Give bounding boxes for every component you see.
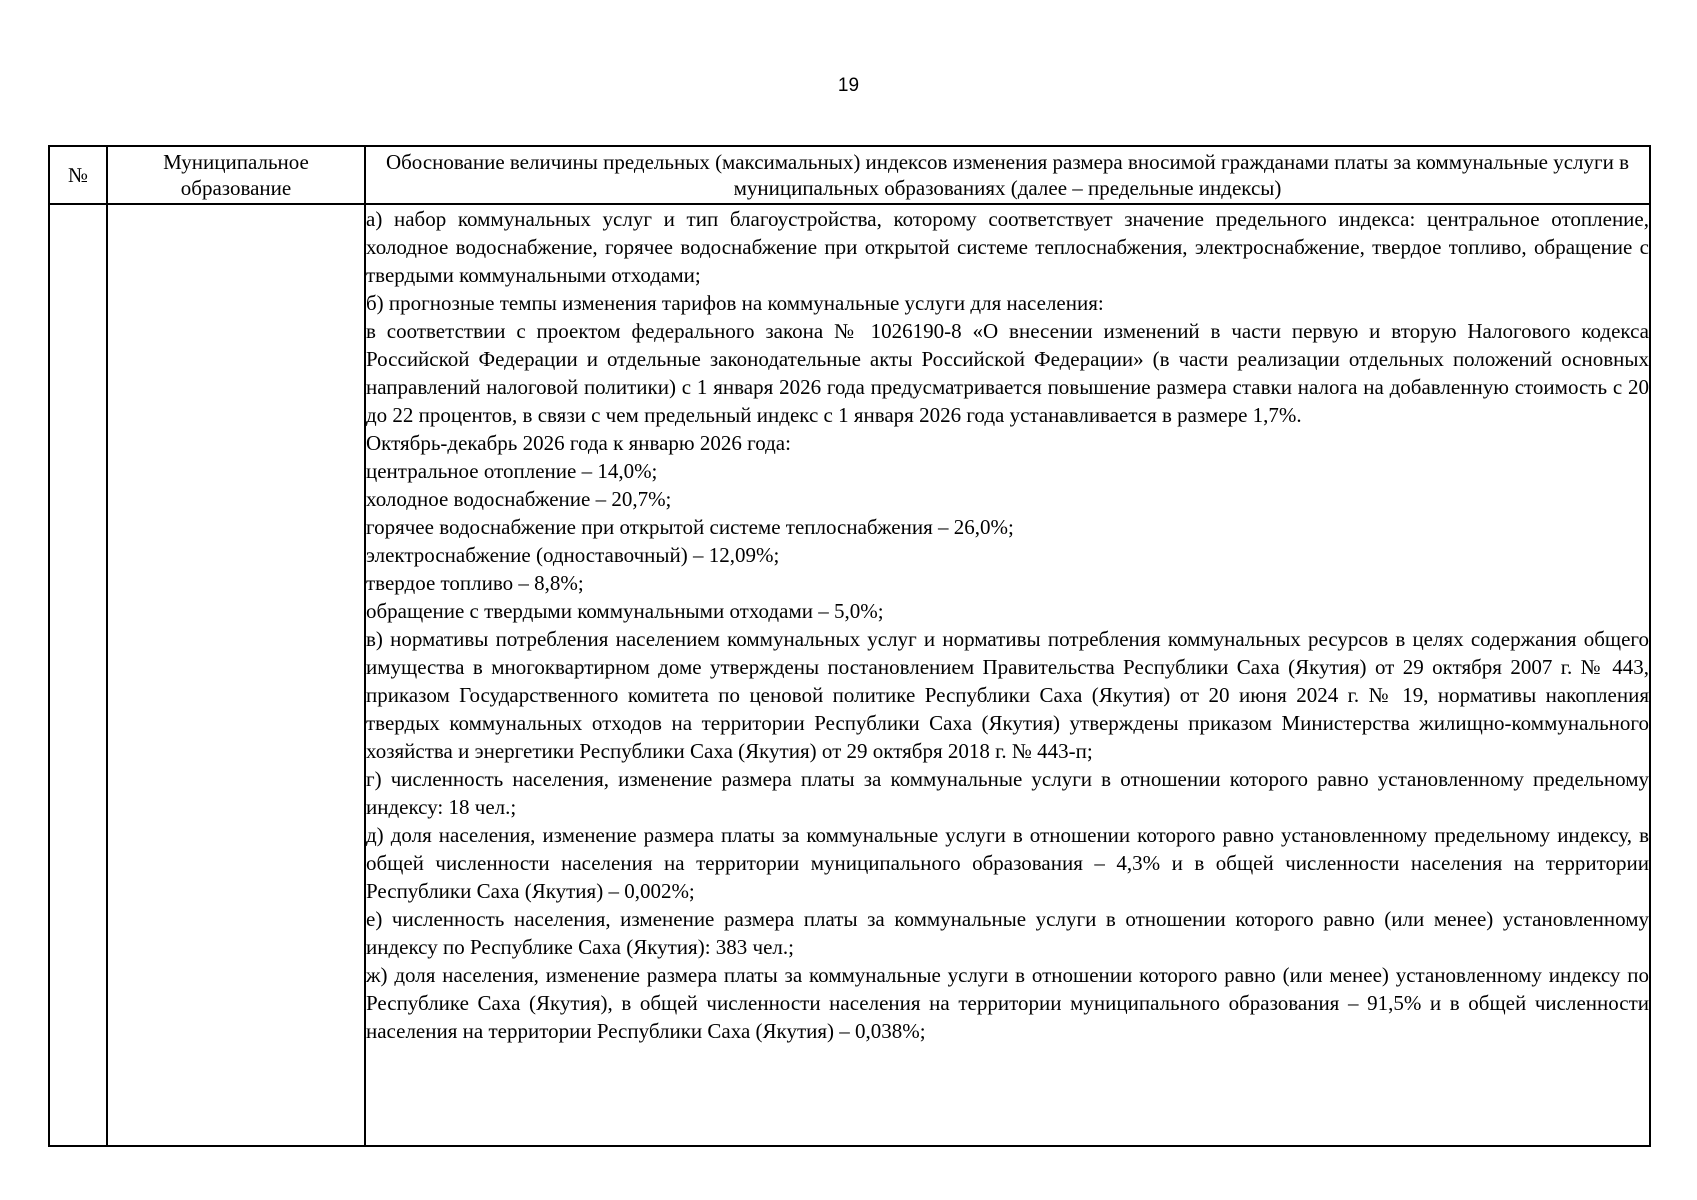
table-row: [49, 204, 1650, 1146]
page-number: 19: [837, 75, 860, 96]
cell-justification: [365, 204, 1650, 1146]
header-justification: Обоснование величины предельных (максимальных) индексов изменения размера вносимой гражданами платы за коммунальные услуги в муниципальных образованиях (далее – предельные индексы): [365, 146, 1650, 204]
paragraph-zh-population-share-republic: ж) доля населения, изменение размера платы за коммунальные услуги в отношении которого равно (или менее) установленному индексу по Республике Саха (Якутия), в общей численности населения на территории муниципального образования – 91,5% и в общей численности населения на территории Республики Саха (Якутия) – 0,038%;: [366, 963, 1649, 1043]
index-justification-table: [48, 145, 1651, 1147]
rate-solid-fuel: твердое топливо – 8,8%;: [366, 571, 584, 595]
paragraph-vat-law: в соответствии с проектом федерального закона № 1026190-8 «О внесении изменений в части первую и вторую Налогового кодекса Российской Федерации и отдельные законодательные акты Российской Федерации» (в части реализации отдельных положений основных направлений налоговой политики) с 1 января 2026 года предусматривается повышение размера ставки налога на добавленную стоимость с 20 до 22 процентов, в связи с чем предельный индекс с 1 января 2026 года устанавливается в размере 1,7%.: [366, 319, 1649, 427]
cell-municipality: [107, 204, 365, 1146]
header-municipality: Муниципальное образование: [107, 146, 365, 204]
paragraph-b-tariff-forecast: б) прогнозные темпы изменения тарифов на коммунальные услуги для населения:: [366, 291, 1104, 315]
table-header-row: [49, 146, 1650, 204]
rate-cold-water: холодное водоснабжение – 20,7%;: [366, 487, 672, 511]
paragraph-d-population-share: д) доля населения, изменение размера платы за коммунальные услуги в отношении которого равно установленному предельному индексу, в общей численности населения на территории муниципального образования – 4,3% и в общей численности населения на территории Республики Саха (Якутия) – 0,002%;: [366, 823, 1649, 903]
rate-electricity: электроснабжение (одноставочный) – 12,09%;: [366, 543, 780, 567]
rate-hot-water: горячее водоснабжение при открытой системе теплоснабжения – 26,0%;: [366, 515, 1014, 539]
cell-number: [49, 204, 107, 1146]
rate-solid-waste: обращение с твердыми коммунальными отходами – 5,0%;: [366, 599, 884, 623]
paragraph-a-service-set: а) набор коммунальных услуг и тип благоустройства, которому соответствует значение предельного индекса: центральное отопление, холодное водоснабжение, горячее водоснабжение при открытой системе теплоснабжения, электроснабжение, твердое топливо, обращение с твердыми коммунальными отходами;: [366, 207, 1649, 287]
header-number: №: [49, 146, 107, 204]
paragraph-g-population: г) численность населения, изменение размера платы за коммунальные услуги в отношении которого равно установленному предельному индексу: 18 чел.;: [366, 767, 1649, 819]
paragraph-e-population-republic: е) численность населения, изменение размера платы за коммунальные услуги в отношении которого равно (или менее) установленному индексу по Республике Саха (Якутия): 383 чел.;: [366, 907, 1649, 959]
paragraph-v-norms: в) нормативы потребления населением коммунальных услуг и нормативы потребления коммунальных ресурсов в целях содержания общего имущества в многоквартирном доме утверждены постановлением Правительства Республики Саха (Якутия) от 29 октября 2007 г. № 443, приказом Государственного комитета по ценовой политике Республики Саха (Якутия) от 20 июня 2024 г. № 19, нормативы накопления твердых коммунальных отходов на территории Республики Саха (Якутия) утверждены приказом Министерства жилищно-коммунального хозяйства и энергетики Республики Саха (Якутия) от 29 октября 2018 г. № 443-п;: [366, 627, 1649, 763]
paragraph-period: Октябрь-декабрь 2026 года к январю 2026 года:: [366, 431, 791, 455]
rate-central-heating: центральное отопление – 14,0%;: [366, 459, 658, 483]
